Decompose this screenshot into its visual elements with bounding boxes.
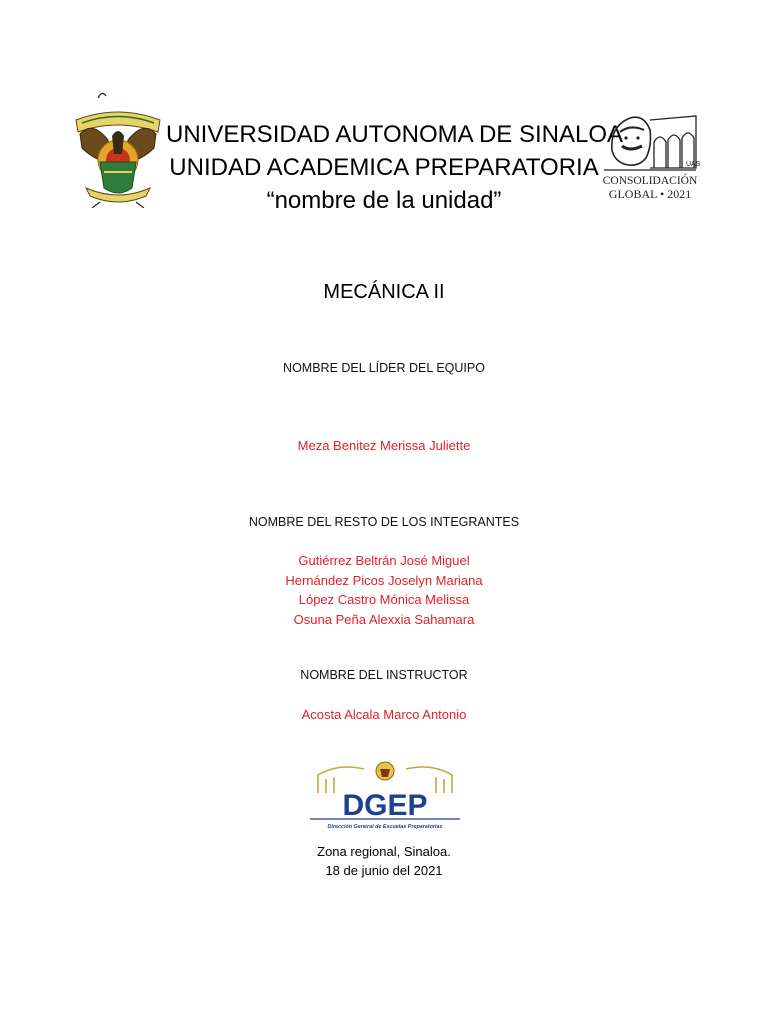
svg-text:UAS: UAS	[686, 161, 700, 168]
consolidacion-global-2021-icon	[600, 106, 700, 202]
team-label: NOMBRE DEL RESTO DE LOS INTEGRANTES	[248, 515, 520, 529]
footer-location: Zona regional, Sinaloa.	[317, 844, 451, 859]
university-name: UNIVERSIDAD AUTONOMA DE SINALOA	[166, 121, 623, 148]
list-item: Osuna Peña Alexxia Sahamara	[293, 611, 475, 627]
instructor-name: Acosta Alcala Marco Antonio	[301, 707, 467, 722]
dgep-logo-icon	[304, 757, 466, 833]
leader-label: NOMBRE DEL LÍDER DEL EQUIPO	[283, 361, 485, 375]
uas-crest-icon	[72, 90, 164, 208]
unit-type: UNIDAD ACADEMICA PREPARATORIA	[169, 154, 599, 181]
leader-name: Meza Benitez Merissa Juliette	[297, 438, 471, 453]
list-item: Hernández Picos Joselyn Mariana	[285, 572, 483, 588]
subject-title: MECÁNICA II	[323, 281, 445, 303]
footer-date: 18 de junio del 2021	[325, 863, 443, 878]
header-title-block	[166, 118, 623, 217]
team-members-list	[0, 551, 768, 629]
svg-text:Dirección General de Escuelas: Dirección General de Escuelas Preparatorias	[327, 824, 443, 830]
svg-text:GLOBAL • 2021: GLOBAL • 2021	[608, 187, 692, 201]
instructor-label: NOMBRE DEL INSTRUCTOR	[300, 668, 468, 682]
svg-text:DGEP: DGEP	[342, 789, 428, 822]
list-item: Gutiérrez Beltrán José Miguel	[298, 553, 470, 568]
svg-text:CONSOLIDACIÓN: CONSOLIDACIÓN	[602, 175, 698, 187]
list-item: López Castro Mónica Melissa	[298, 592, 470, 607]
footer-block	[0, 842, 768, 880]
unit-name: “nombre de la unidad”	[266, 187, 502, 214]
